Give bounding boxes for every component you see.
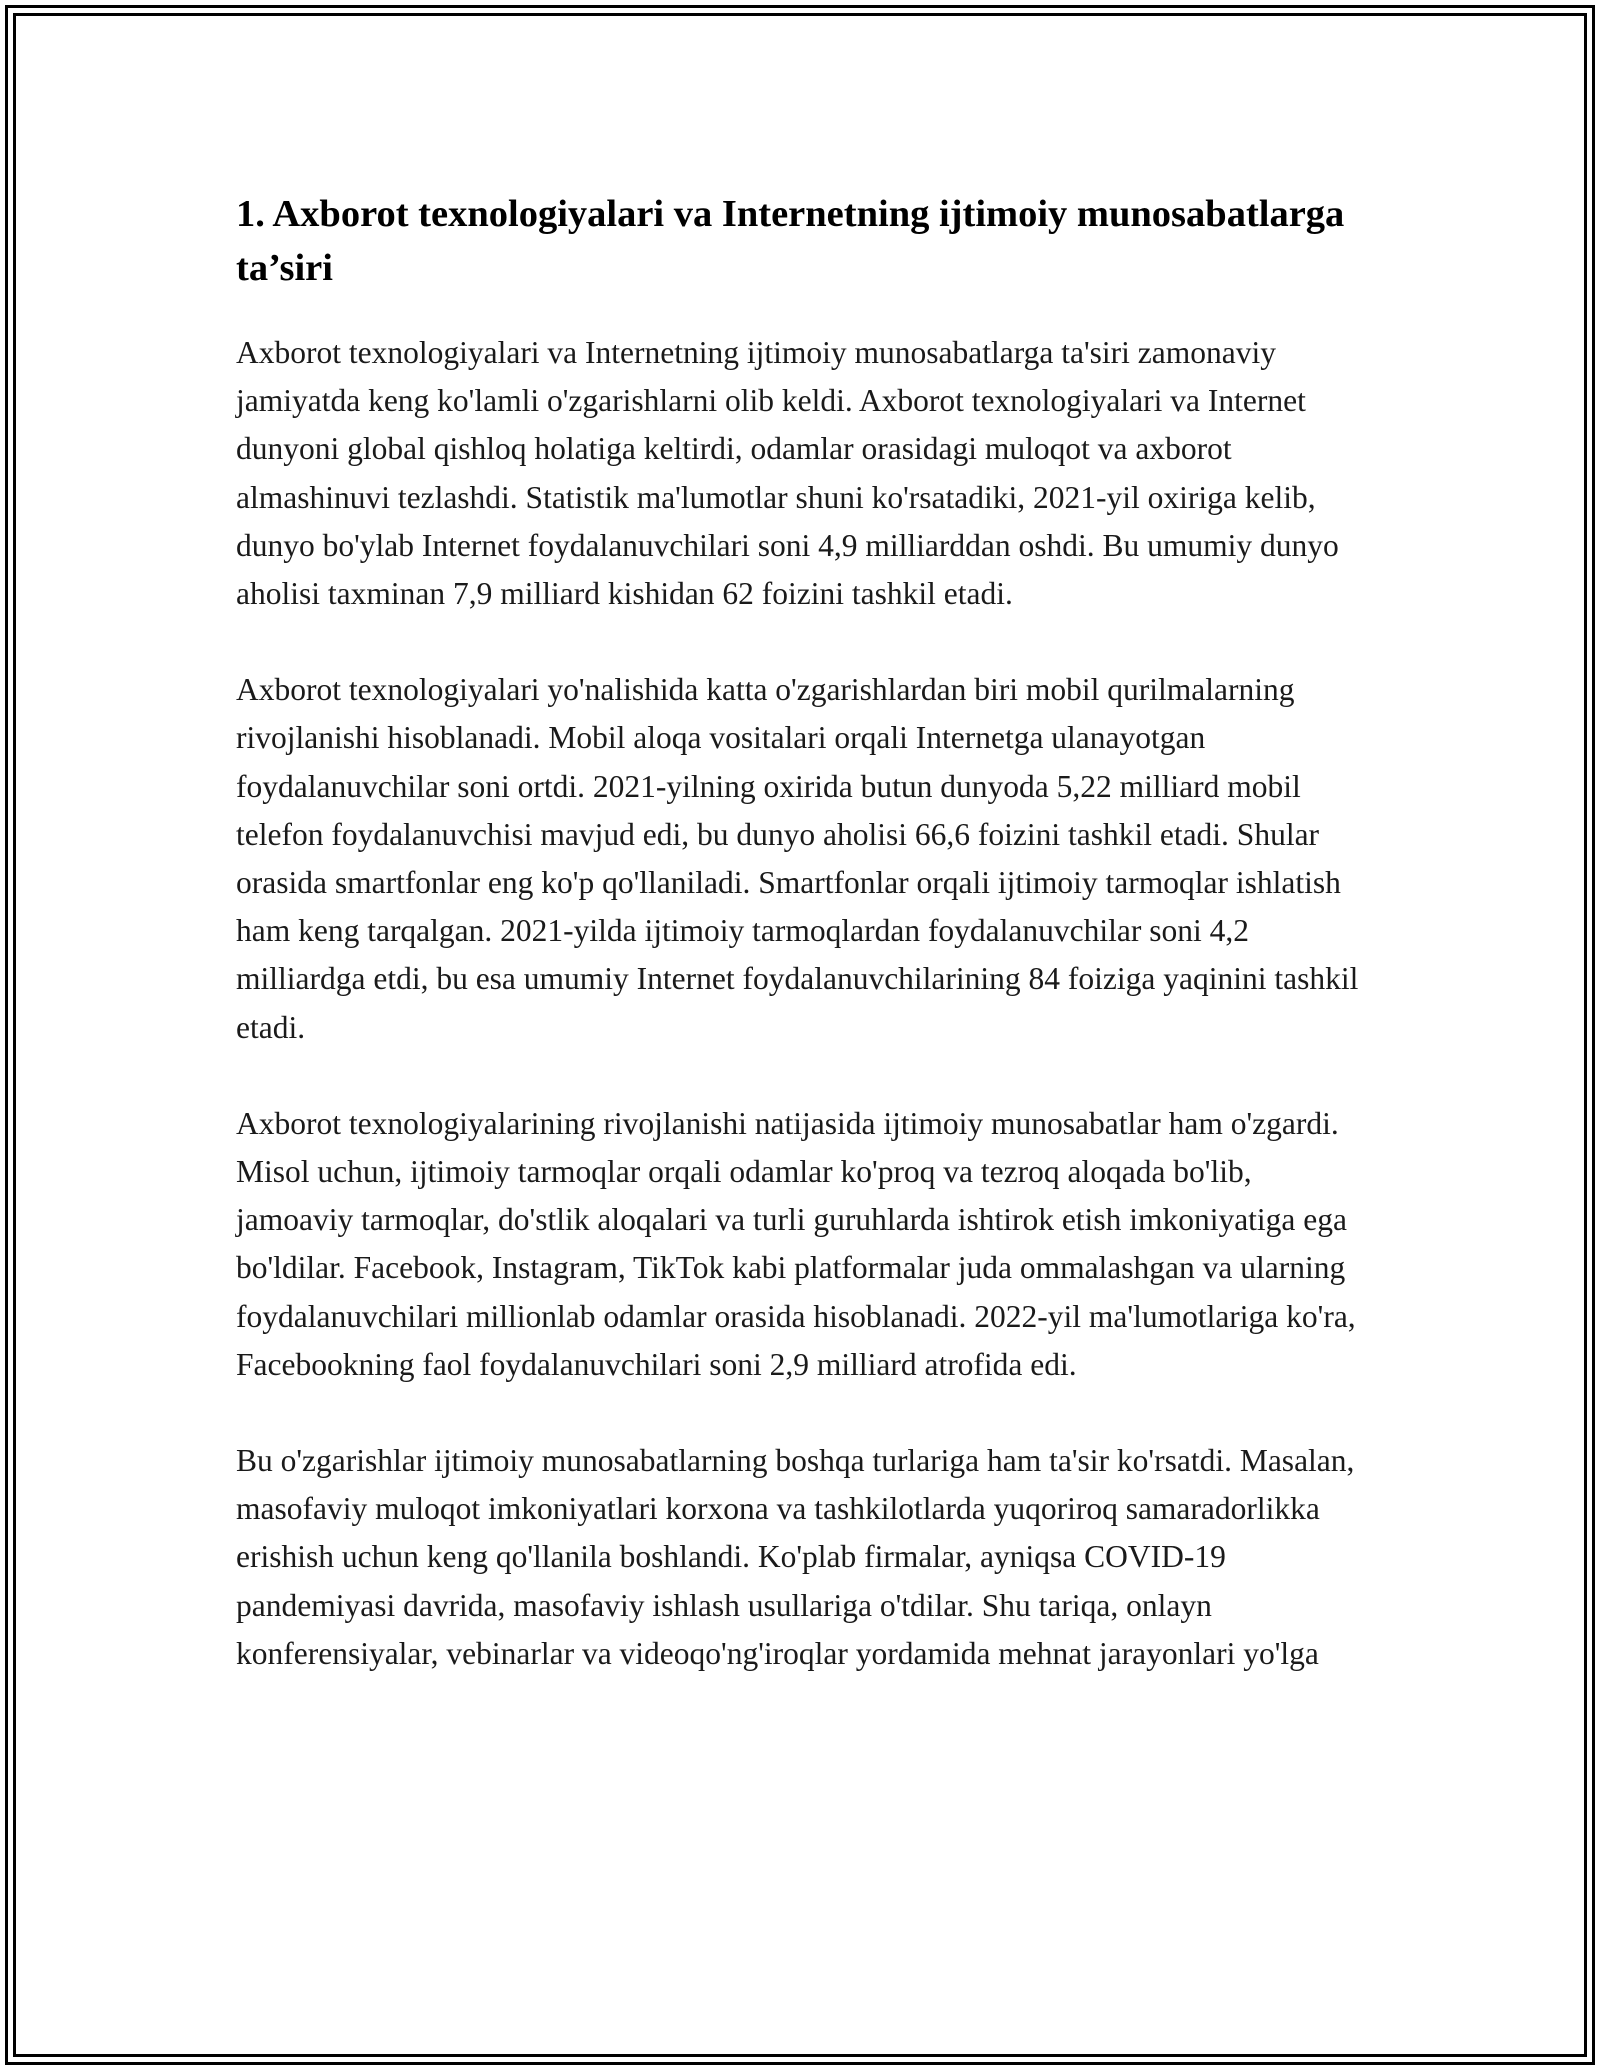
paragraph-4: Bu o'zgarishlar ijtimoiy munosabatlarning boshqa turlariga ham ta'sir ko'rsatdi. Masalan, masofaviy muloqot imkoniyatlari korxona va tashkilotlarda yuqoriroq samaradorlikka erishish uchun keng qo'llanila boshlandi. Ko'plab firmalar, ayniqsa COVID-19 pandemiyasi davrida, masofaviy ishlash usullariga o'tdilar. Shu tariqa, onlayn konferensiyalar, vebinarlar va videoqo'ng'iroqlar yordamida mehnat jarayonlari yo'lga (236, 1443, 1355, 1671)
section-title: 1. Axborot texnologiyalari va Internetning ijtimoiy munosabatlarga ta’siri (236, 193, 1345, 289)
paragraph-1: Axborot texnologiyalari va Internetning ijtimoiy munosabatlarga ta'siri zamonaviy jamiyatda keng ko'lamli o'zgarishlarni olib keldi. Axborot texnologiyalari va Internet dunyoni global qishloq holatiga keltirdi, odamlar orasidagi muloqot va axborot almashinuvi tezlashdi. Statistik ma'lumotlar shuni ko'rsatadiki, 2021-yil oxiriga kelib, dunyo bo'ylab Internet foydalanuvchilari soni 4,9 milliarddan oshdi. Bu umumiy dunyo aholisi taxminan 7,9 milliard kishidan 62 foizini tashkil etadi. (236, 335, 1339, 612)
paragraph-3: Axborot texnologiyalarining rivojlanishi natijasida ijtimoiy munosabatlar ham o'zgardi. Misol uchun, ijtimoiy tarmoqlar orqali odamlar ko'proq va tezroq aloqada bo'lib, jamoaviy tarmoqlar, do'stlik aloqalari va turli guruhlarda ishtirok etish imkoniyatiga ega bo'ldilar. Facebook, Instagram, TikTok kabi platformalar juda ommalashgan va ularning foydalanuvchilari millionlab odamlar orasida hisoblanadi. 2022-yil ma'lumotlariga ko'ra, Facebookning faol foydalanuvchilari soni 2,9 milliard atrofida edi. (236, 1105, 1356, 1382)
paragraph-2: Axborot texnologiyalari yo'nalishida katta o'zgarishlardan biri mobil qurilmalarning rivojlanishi hisoblanadi. Mobil aloqa vositalari orqali Internetga ulanayotgan foydalanuvchilar soni ortdi. 2021-yilning oxirida butun dunyoda 5,22 milliard mobil telefon foydalanuvchisi mavjud edi, bu dunyo aholisi 66,6 foizini tashkil etadi. Shular orasida smartfonlar eng ko'p qo'llaniladi. Smartfonlar orqali ijtimoiy tarmoqlar ishlatish ham keng tarqalgan. 2021-yilda ijtimoiy tarmoqlardan foydalanuvchilar soni 4,2 milliardga etdi, bu esa umumiy Internet foydalanuvchilarining 84 foiziga yaqinini tashkil etadi. (236, 672, 1359, 1045)
document-body (236, 187, 1376, 1726)
